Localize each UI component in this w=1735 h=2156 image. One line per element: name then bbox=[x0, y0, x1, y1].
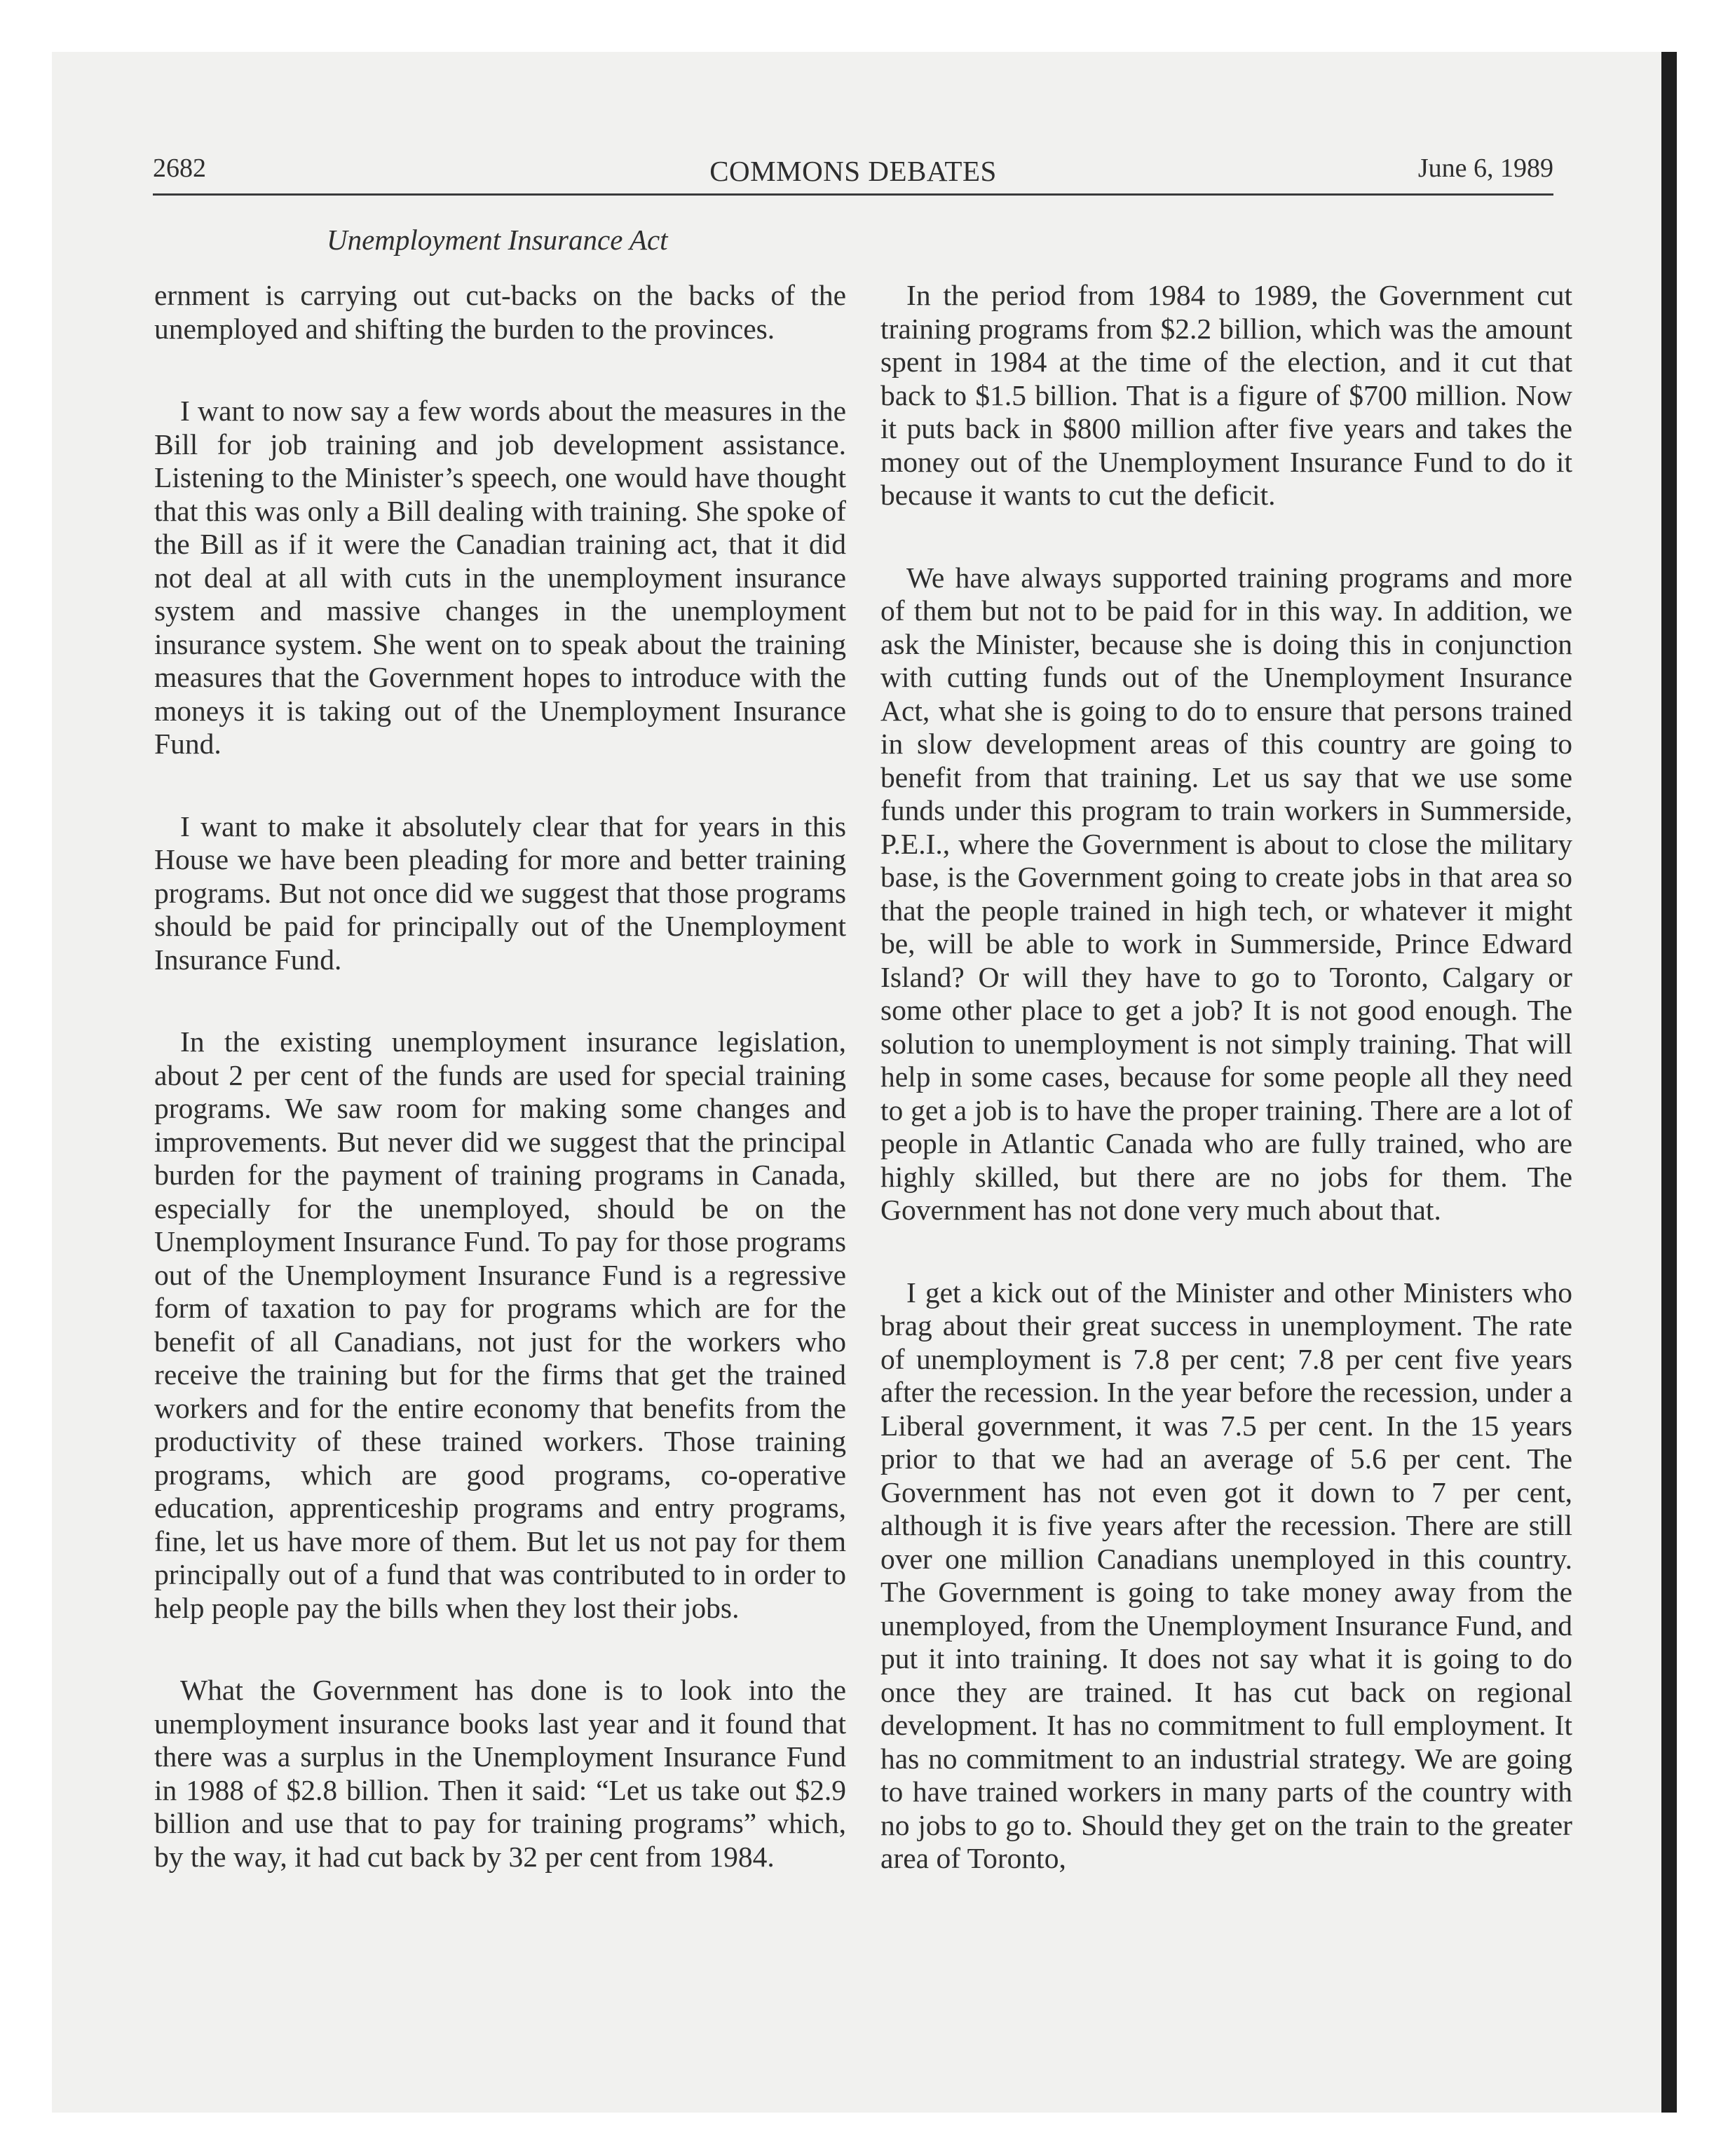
left-column bbox=[154, 279, 846, 1874]
right-column bbox=[880, 279, 1572, 1876]
page-number: 2682 bbox=[153, 153, 206, 183]
paragraph: I want to make it absolutely clear that for years in this House we have been pleading for more and better training programs. But not once did we suggest that those programs should be paid for principally out of the Unemployment Insurance Fund. bbox=[154, 810, 846, 976]
paragraph: What the Government has done is to look into the unemployment insurance books last year and it found that there was a surplus in the Unemployment Insurance Fund in 1988 of $2.8 billion. Then it said: “Let us take out $2.9 billion and use that to pay for training programs” which, by the way, it had cut back by 32 per cent from 1984. bbox=[154, 1674, 846, 1873]
debate-subject: Unemployment Insurance Act bbox=[327, 224, 668, 256]
paragraph: I want to now say a few words about the measures in the Bill for job training and job development assistance. Listening to the Minister’s speech, one would have thought that this was only a Bill dealing with training. She spoke of the Bill as if it were the Canadian training act, that it did not deal at all with cuts in the unemployment insurance system and massive changes in the unemployment insurance system. She went on to speak about the training measures that the Government hopes to introduce with the moneys it is taking out of the Unemployment Insurance Fund. bbox=[154, 395, 846, 760]
issue-date: June 6, 1989 bbox=[1417, 153, 1553, 183]
paragraph: I get a kick out of the Minister and other Ministers who brag about their great success in unemployment. The rate of unemployment is 7.8 per cent; 7.8 per cent five years after the recession. In the year before the recession, under a Liberal government, it was 7.5 per cent. In the 15 years prior to that we had an average of 5.6 per cent. The Government has not even got it down to 7 per cent, although it is five years after the recession. There are still over one million Canadians unemployed in this country. The Government is going to take money away from the unemployed, from the Unemployment Insurance Fund, and put it into training. It does not say what it is going to do once they are trained. It has cut back on regional development. It has no commitment to full employment. It has no commitment to an industrial strategy. We are going to have trained workers in many parts of the country with no jobs to go to. Should they get on the train to the greater area of Toronto, bbox=[880, 1276, 1572, 1874]
paragraph: ernment is carrying out cut-backs on the backs of the unemployed and shifting the burden to the provinces. bbox=[154, 279, 846, 345]
paragraph: In the period from 1984 to 1989, the Government cut training programs from $2.2 billion, which was the amount spent in 1984 at the time of the election, and it cut that back to $1.5 billion. That is a figure of $700 million. Now it puts back in $800 million after five years and takes the money out of the Unemployment Insurance Fund to do it because it wants to cut the deficit. bbox=[880, 279, 1572, 511]
page-header bbox=[153, 150, 1553, 196]
paragraph: In the existing unemployment insurance legislation, about 2 per cent of the funds are used for special training programs. We saw room for making some changes and improvements. But never did we suggest that the principal burden for the payment of training programs in Canada, especially for the unemployed, should be on the Unemployment Insurance Fund. To pay for those programs out of the Unemployment Insurance Fund is a regressive form of taxation to pay for programs which are for the benefit of all Canadians, not just for the workers who receive the training but for the firms that get the trained workers and for the entire economy that benefits from the productivity of these trained workers. Those training programs, which are good programs, co-operative education, apprenticeship programs and entry programs, fine, let us have more of them. But let us not pay for them principally out of a fund that was contributed to in order to help people pay the bills when they lost their jobs. bbox=[154, 1025, 846, 1624]
paragraph: We have always supported training programs and more of them but not to be paid for in this way. In addition, we ask the Minister, because she is doing this in conjunction with cutting funds out of the Unemployment Insurance Act, what she is going to do to ensure that persons trained in slow development areas of this country are going to benefit from that training. Let us say that we use some funds under this program to train workers in Summerside, P.E.I., where the Government is about to close the military base, is the Government going to create jobs in that area so that the people trained in high tech, or whatever it might be, will be able to work in Summerside, Prince Edward Island? Or will they have to go to Toronto, Calgary or some other place to get a job? It is not good enough. The solution to unemployment is not simply training. That will help in some cases, because for some people all they need to get a job is to have the proper training. There are a lot of people in Atlantic Canada who are fully trained, who are highly skilled, but there are no jobs for them. The Government has not done very much about that. bbox=[880, 561, 1572, 1226]
publication-title: COMMONS DEBATES bbox=[709, 155, 997, 187]
page-spine-shadow bbox=[1661, 52, 1677, 2113]
